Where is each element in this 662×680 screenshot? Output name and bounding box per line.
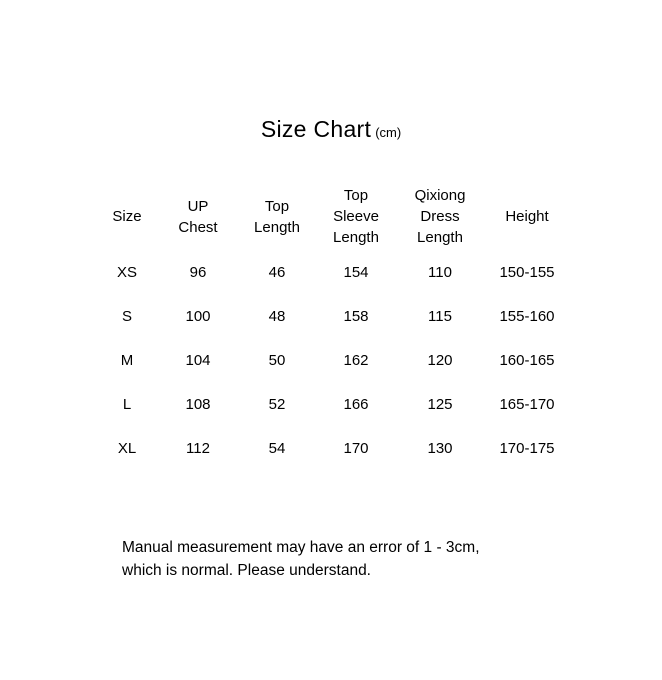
column-header-up-chest-line1: UP [187, 197, 209, 215]
measurement-disclaimer-line2: which is normal. Please understand. [122, 562, 371, 579]
cell-height: 150-155 [499, 263, 555, 281]
cell-height: 170-175 [499, 439, 555, 457]
cell-up-chest: 108 [185, 395, 211, 413]
column-header-height-line1: Height [505, 208, 549, 225]
cell-qixiong-dress-length: 125 [427, 395, 453, 413]
column-header-top-sleeve-length-line2: Sleeve [333, 208, 379, 225]
cell-qixiong-dress-length: 110 [428, 263, 452, 281]
cell-up-chest: 104 [185, 351, 211, 369]
column-header-top-sleeve-length-line1: Top [343, 187, 369, 204]
column-header-qixiong-dress-length-line1: Qixiong [414, 187, 466, 204]
cell-top-sleeve-length: 162 [343, 351, 369, 369]
cell-top-length: 46 [268, 263, 286, 281]
column-header-top-sleeve-length-line3: Length [333, 229, 379, 246]
table-header-row [96, 185, 570, 250]
page-title-unit: (cm) [375, 125, 402, 140]
column-header-size [96, 185, 158, 250]
cell-up-chest: 100 [185, 307, 211, 325]
cell-qixiong-dress-length: 115 [428, 307, 452, 325]
cell-size: S [121, 307, 132, 325]
column-header-top-length-line2: Length [254, 218, 300, 236]
cell-top-length: 50 [268, 351, 286, 369]
column-header-top-sleeve-length [316, 185, 396, 250]
column-header-qixiong-dress-length-line3: Length [417, 229, 463, 246]
table-row [96, 382, 570, 426]
cell-top-length: 52 [268, 395, 286, 413]
column-header-top-length [238, 185, 316, 250]
cell-qixiong-dress-length: 120 [427, 351, 453, 369]
column-header-size-line1: Size [112, 208, 142, 225]
cell-height: 160-165 [499, 351, 555, 369]
column-header-up-chest-line2: Chest [178, 218, 218, 236]
column-header-top-length-line1: Top [264, 197, 290, 215]
cell-up-chest: 112 [186, 439, 210, 457]
column-header-height [484, 185, 570, 250]
page-title [0, 116, 662, 143]
table-row [96, 426, 570, 470]
cell-qixiong-dress-length: 130 [427, 439, 453, 457]
measurement-disclaimer-line1: Manual measurement may have an error of 1 - 3cm, [122, 539, 480, 556]
cell-top-sleeve-length: 170 [343, 439, 369, 457]
size-chart-table [96, 185, 570, 470]
table-row [96, 338, 570, 382]
cell-top-length: 48 [268, 307, 286, 325]
cell-top-sleeve-length: 154 [343, 263, 369, 281]
measurement-disclaimer [122, 536, 592, 582]
table-row [96, 250, 570, 294]
table-row [96, 294, 570, 338]
cell-size: XS [116, 263, 137, 281]
column-header-qixiong-dress-length-line2: Dress [420, 208, 460, 225]
cell-top-sleeve-length: 166 [343, 395, 369, 413]
cell-top-length: 54 [268, 439, 286, 457]
cell-size: M [120, 351, 134, 369]
cell-top-sleeve-length: 158 [343, 307, 369, 325]
column-header-up-chest [158, 185, 238, 250]
cell-size: L [122, 395, 132, 413]
page-title-text: Size Chart [260, 116, 372, 142]
cell-height: 165-170 [499, 395, 555, 413]
column-header-qixiong-dress-length [396, 185, 484, 250]
cell-size: XL [117, 439, 137, 457]
cell-height: 155-160 [499, 307, 555, 325]
cell-up-chest: 96 [189, 263, 207, 281]
